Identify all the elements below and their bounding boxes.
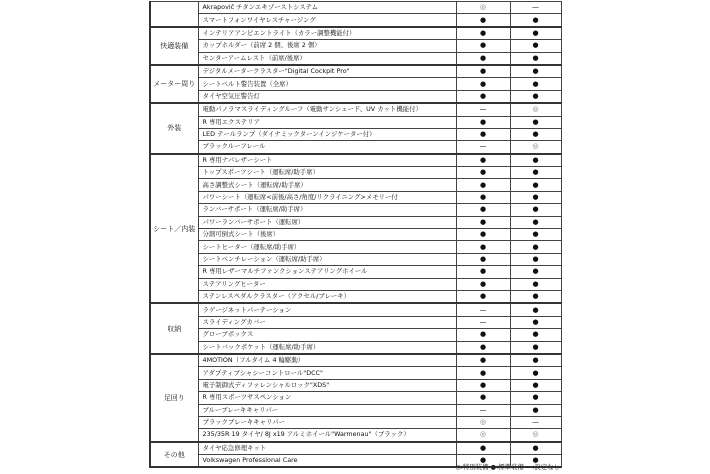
availability-mark: ● — [510, 52, 561, 65]
availability-mark: ● — [456, 204, 510, 216]
item-name: ステンレスペダルクラスター（アクセル/ブレーキ） — [198, 290, 456, 303]
item-name: グローブボックス — [198, 329, 456, 341]
item-name: シートベンチレーション（運転席/助手席） — [198, 253, 456, 265]
table-row — [150, 416, 561, 428]
availability-mark: — — [510, 2, 561, 14]
item-name: R 専用レザーマルチファンクションステアリングホイール — [198, 266, 456, 278]
availability-mark: ● — [510, 27, 561, 40]
availability-mark: ● — [510, 154, 561, 167]
availability-mark: ● — [510, 14, 561, 27]
item-name: シートバックポケット（運転席/助手席） — [198, 341, 456, 354]
availability-mark: ● — [510, 65, 561, 78]
availability-mark: ● — [456, 52, 510, 65]
availability-mark: — — [510, 416, 561, 428]
table-row — [150, 379, 561, 391]
item-name: 高さ調整式シート（運転席/助手席） — [198, 179, 456, 191]
availability-mark: ● — [510, 191, 561, 203]
category-cell: 外装 — [150, 103, 198, 154]
availability-mark: ● — [456, 179, 510, 191]
item-name: Volkswagen Professional Care — [198, 455, 456, 468]
table-row — [150, 154, 561, 167]
item-name: スライディングカバー — [198, 316, 456, 328]
table-row — [150, 341, 561, 354]
equipment-table — [149, 1, 562, 468]
availability-mark: ● — [510, 404, 561, 416]
item-name: R 専用スポーツサスペンション — [198, 392, 456, 404]
category-cell: メーター周り — [150, 65, 198, 103]
availability-mark: ● — [456, 253, 510, 265]
item-name: ラゲージネットパーテーション — [198, 303, 456, 316]
table-row — [150, 179, 561, 191]
item-name: R 専用エクステリア — [198, 116, 456, 128]
availability-mark: ● — [510, 278, 561, 290]
availability-mark: ● — [456, 27, 510, 40]
item-name: Akrapovič チタンエキゾーストシステム — [198, 2, 456, 14]
category-cell: 足回り — [150, 354, 198, 442]
category-cell — [150, 2, 198, 27]
item-name: タイヤ空気圧警告灯 — [198, 90, 456, 103]
table-row — [150, 90, 561, 103]
table-row — [150, 103, 561, 116]
item-name: ブラックブレーキキャリパー — [198, 416, 456, 428]
availability-mark: ● — [510, 341, 561, 354]
table-row — [150, 429, 561, 442]
table-row — [150, 392, 561, 404]
availability-mark: ● — [456, 367, 510, 379]
item-name: インテリアアンビエントライト（カラー調整機能付） — [198, 27, 456, 40]
availability-mark: ● — [510, 367, 561, 379]
category-cell: シート／内装 — [150, 154, 198, 304]
table-row — [150, 367, 561, 379]
table-row — [150, 141, 561, 154]
item-name: カップホルダー（前席 2 個、後席 2 個） — [198, 40, 456, 52]
availability-mark: ● — [456, 90, 510, 103]
availability-mark: ● — [510, 128, 561, 140]
availability-mark: ◎ — [510, 141, 561, 154]
table-row — [150, 278, 561, 290]
availability-mark: ● — [456, 128, 510, 140]
availability-mark: — — [456, 316, 510, 328]
availability-mark: ● — [510, 290, 561, 303]
availability-mark: ● — [510, 253, 561, 265]
table-row — [150, 191, 561, 203]
availability-mark: ● — [510, 78, 561, 90]
availability-mark: ● — [456, 216, 510, 228]
availability-mark: ◎ — [510, 103, 561, 116]
item-name: 分割可倒式シート（後席） — [198, 229, 456, 241]
availability-mark: ● — [510, 303, 561, 316]
item-name: 電子制御式ディファレンシャルロック"XDS" — [198, 379, 456, 391]
availability-mark: ● — [456, 229, 510, 241]
availability-mark: ● — [510, 204, 561, 216]
table-row — [150, 354, 561, 367]
availability-mark: ● — [456, 14, 510, 27]
availability-mark: ● — [510, 116, 561, 128]
item-name: トップスポーツシート（運転席/助手席） — [198, 167, 456, 179]
availability-mark: ● — [456, 266, 510, 278]
item-name: シートベルト警告装置（全席） — [198, 78, 456, 90]
availability-mark: ● — [456, 78, 510, 90]
table-row — [150, 65, 561, 78]
table-row — [150, 316, 561, 328]
availability-mark: ● — [456, 392, 510, 404]
table-row — [150, 167, 561, 179]
table-row — [150, 229, 561, 241]
table-row — [150, 241, 561, 253]
legend: ◎:特別装備 ●:標準装備 —:設定なし — [455, 463, 560, 471]
availability-mark: ● — [456, 65, 510, 78]
availability-mark: — — [456, 303, 510, 316]
item-name: ブルーブレーキキャリパー — [198, 404, 456, 416]
availability-mark: ● — [456, 354, 510, 367]
availability-mark: ● — [456, 116, 510, 128]
availability-mark: ● — [510, 266, 561, 278]
category-cell: 快適装備 — [150, 27, 198, 65]
table-row — [150, 116, 561, 128]
availability-mark: ◎ — [456, 416, 510, 428]
availability-mark: ● — [456, 40, 510, 52]
item-name: センターアームレスト（前席/後席） — [198, 52, 456, 65]
table-row — [150, 52, 561, 65]
availability-mark: ◎ — [456, 2, 510, 14]
availability-mark: ● — [510, 392, 561, 404]
availability-mark: ● — [510, 179, 561, 191]
table-row — [150, 253, 561, 265]
table-row — [150, 303, 561, 316]
availability-mark: ● — [510, 316, 561, 328]
table-row — [150, 14, 561, 27]
availability-mark: ● — [456, 278, 510, 290]
availability-mark: ● — [510, 229, 561, 241]
availability-mark: ● — [510, 90, 561, 103]
availability-mark: ● — [456, 241, 510, 253]
table-row — [150, 27, 561, 40]
availability-mark: ● — [510, 167, 561, 179]
availability-mark: ● — [510, 40, 561, 52]
table-row — [150, 78, 561, 90]
item-name: ステアリングヒーター — [198, 278, 456, 290]
availability-mark: ● — [456, 191, 510, 203]
availability-mark: ● — [456, 379, 510, 391]
item-name: シートヒーター（運転席/助手席） — [198, 241, 456, 253]
item-name: タイヤ応急修理キット — [198, 442, 456, 455]
table-row — [150, 128, 561, 140]
table-row — [150, 442, 561, 455]
item-name: スマートフォンワイヤレスチャージング — [198, 14, 456, 27]
item-name: LED テールランプ（ダイナミックターンインジケーター付） — [198, 128, 456, 140]
availability-mark: ● — [456, 442, 510, 455]
table-row — [150, 40, 561, 52]
item-name: ブラックルーフレール — [198, 141, 456, 154]
availability-mark: ● — [456, 167, 510, 179]
availability-mark: ● — [456, 290, 510, 303]
availability-mark: ● — [456, 341, 510, 354]
availability-mark: ● — [510, 329, 561, 341]
item-name: ランバーサポート（運転席/助手席） — [198, 204, 456, 216]
table-row — [150, 2, 561, 14]
table-row — [150, 329, 561, 341]
table-row — [150, 266, 561, 278]
item-name: 4MOTION（フルタイム 4 輪駆動） — [198, 354, 456, 367]
item-name: 235/35R 19 タイヤ/ 8J x19 アルミホイール"Warmenau"（ブラック） — [198, 429, 456, 442]
availability-mark: ● — [510, 442, 561, 455]
availability-mark: ◎ — [456, 429, 510, 442]
availability-mark: — — [456, 404, 510, 416]
category-cell: その他 — [150, 442, 198, 468]
table-row — [150, 216, 561, 228]
availability-mark: ◎ — [510, 429, 561, 442]
item-name: デジタルメータークラスター"Digital Cockpit Pro" — [198, 65, 456, 78]
item-name: パワーランバーサポート（運転席） — [198, 216, 456, 228]
availability-mark: ● — [510, 354, 561, 367]
table-row — [150, 290, 561, 303]
availability-mark: ● — [456, 455, 510, 468]
availability-mark: — — [456, 141, 510, 154]
availability-mark: ● — [510, 379, 561, 391]
item-name: アダプティブシャシーコントロール"DCC" — [198, 367, 456, 379]
availability-mark: ● — [456, 154, 510, 167]
item-name: 電動パノラマスライディングルーフ（電動サンシェード、UV カット機能付） — [198, 103, 456, 116]
table-row — [150, 204, 561, 216]
availability-mark: ● — [510, 455, 561, 468]
category-cell: 収納 — [150, 303, 198, 354]
item-name: パワーシート（運転席<前後/高さ/角度/リクライニング>メモリー付 — [198, 191, 456, 203]
availability-mark: ● — [510, 241, 561, 253]
availability-mark: — — [456, 103, 510, 116]
availability-mark: ● — [456, 329, 510, 341]
table-row — [150, 404, 561, 416]
item-name: R 専用ナパレザーシート — [198, 154, 456, 167]
availability-mark: ● — [510, 216, 561, 228]
